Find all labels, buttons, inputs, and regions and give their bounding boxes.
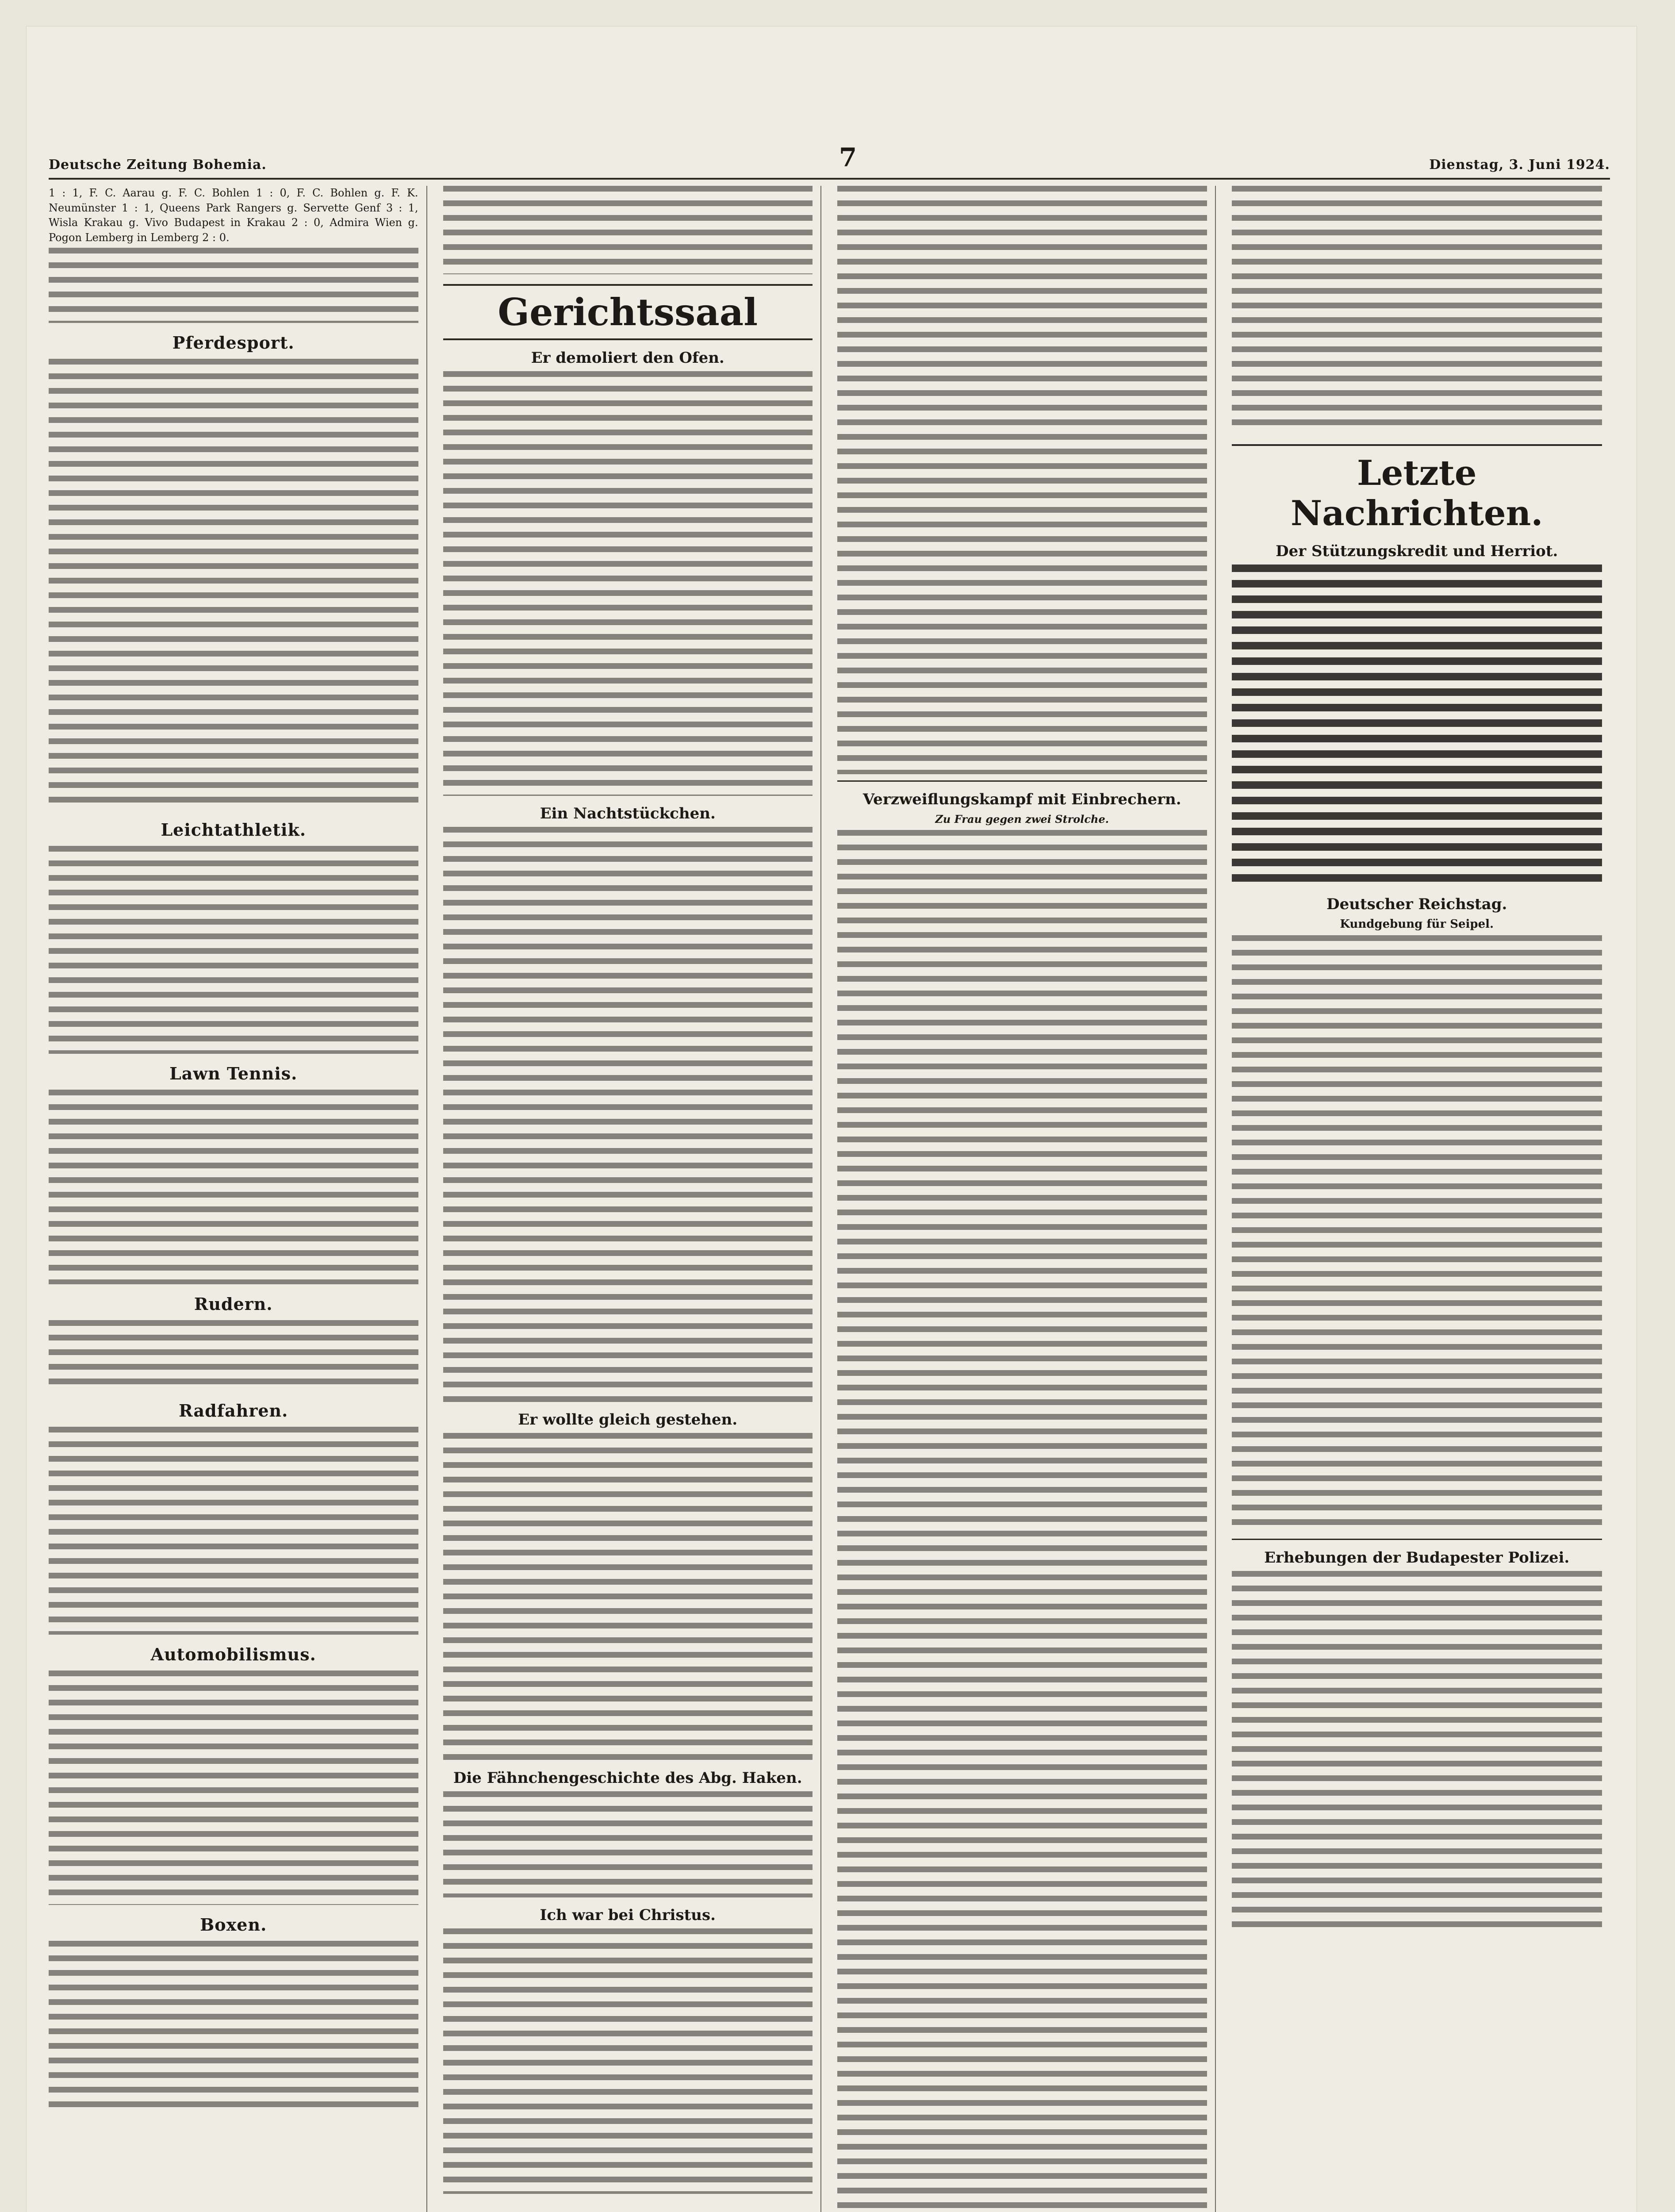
text-block (49, 359, 418, 810)
heading-christus: Ich war bei Christus. (540, 1906, 716, 1924)
heading-automobilismus: Automobilismus. (150, 1644, 316, 1664)
text-block (49, 1320, 418, 1391)
sport-intro-text: 1 : 1, F. C. Aarau g. F. C. Bohlen 1 : 0, F. C. Bohlen g. F. K. Neumünster 1 : 1, Queens Park Rangers g. Servette Genf 3 : 1, Wisla Krakau g. Vivo Budapest in Krakau 2 : 0, Admira Wien g. Pogon Lemberg in Lemberg 2 : 0. (49, 187, 418, 244)
column-latest (1232, 186, 1610, 2212)
column-sport (49, 186, 427, 2212)
text-block (837, 830, 1207, 2212)
column-news (837, 186, 1216, 2212)
text-block (49, 1671, 418, 1905)
text-block (49, 1427, 418, 1635)
text-block (49, 846, 418, 1054)
heading-leichtathletik: Leichtathletik. (161, 820, 307, 840)
text-block-bold (1232, 565, 1602, 883)
text-block (1232, 935, 1602, 1532)
subheading-seipel: Kundgebung für Seipel. (1340, 918, 1494, 931)
divider (1232, 1539, 1602, 1540)
text-block (49, 1090, 418, 1284)
heading-budapester-polizei: Erhebungen der Budapester Polizei. (1264, 1549, 1570, 1567)
heading-ofen: Er demoliert den Ofen. (531, 349, 724, 367)
text-block (443, 1433, 813, 1760)
heading-rudern: Rudern. (194, 1294, 273, 1314)
text-block (1232, 186, 1602, 434)
heading-lawn-tennis: Lawn Tennis. (169, 1064, 298, 1083)
heading-radfahren: Radfahren. (179, 1401, 288, 1421)
text-block (443, 186, 813, 274)
heading-stuetzungskredit: Der Stützungskredit und Herriot. (1276, 542, 1558, 560)
heading-verzweiflungskampf: Verzweiflungskampf mit Einbrechern. (862, 791, 1181, 808)
page-number: 7 (839, 142, 857, 173)
issue-date: Dienstag, 3. Juni 1924. (1429, 157, 1610, 173)
divider (837, 780, 1207, 782)
text-block (443, 1791, 813, 1897)
heading-haken: Die Fähnchengeschichte des Abg. Haken. (453, 1769, 802, 1787)
masthead-title: Deutsche Zeitung Bohemia. (49, 157, 267, 173)
heading-nachtstueckchen: Ein Nachtstückchen. (540, 805, 716, 822)
column-court (443, 186, 822, 2212)
heading-letzte-nachrichten: Letzte Nachrichten. (1232, 444, 1602, 534)
text-block (443, 827, 813, 1402)
text-block (49, 1941, 418, 2109)
heading-boxen: Boxen. (200, 1915, 267, 1935)
heading-gestehen: Er wollte gleich gestehen. (518, 1411, 738, 1429)
page-header (49, 133, 1610, 180)
article-columns (49, 186, 1610, 2212)
text-block (1232, 1571, 1602, 1934)
text-block (443, 371, 813, 796)
subheading-strolche: Zu Frau gegen zwei Strolche. (935, 813, 1109, 826)
text-block (49, 248, 418, 323)
text-block (837, 186, 1207, 774)
text-block (443, 1928, 813, 2194)
heading-pferdesport: Pferdesport. (172, 333, 295, 353)
heading-reichstag: Deutscher Reichstag. (1326, 895, 1507, 913)
newspaper-page (27, 27, 1637, 2212)
heading-gerichtssaal: Gerichtssaal (443, 284, 813, 340)
